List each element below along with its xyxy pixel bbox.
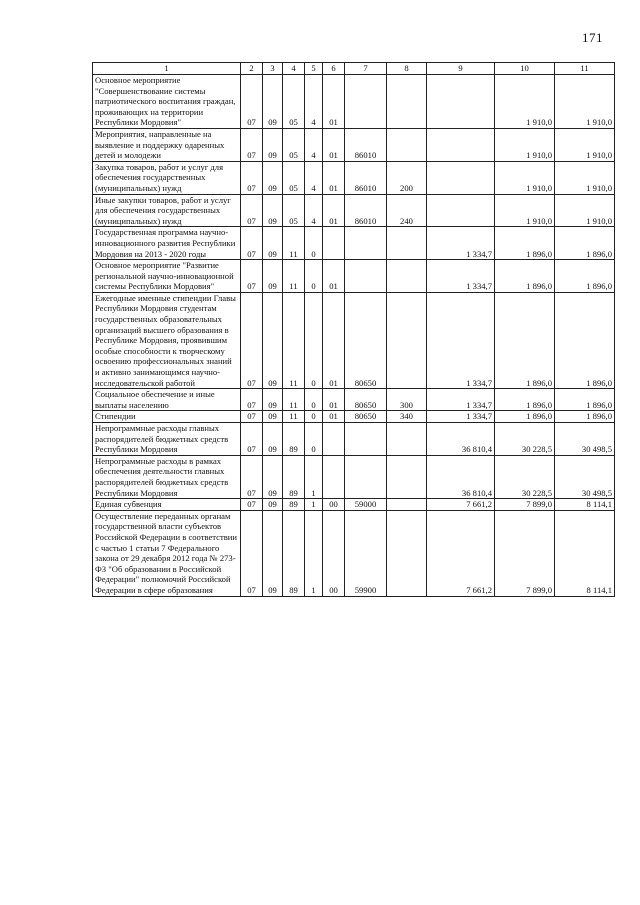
code-cell [323, 455, 345, 498]
amount-cell: 1 910,0 [555, 128, 615, 161]
code-cell: 07 [241, 194, 263, 227]
code-cell [387, 455, 427, 498]
amount-cell: 1 896,0 [555, 260, 615, 293]
amount-cell: 1 910,0 [495, 128, 555, 161]
code-cell: 09 [263, 389, 283, 411]
table-row [93, 411, 615, 423]
header-cell: 11 [555, 63, 615, 75]
code-cell: 09 [263, 194, 283, 227]
code-cell: 09 [263, 161, 283, 194]
table-row [93, 292, 615, 388]
code-cell: 00 [323, 499, 345, 511]
code-cell: 80650 [345, 389, 387, 411]
code-cell: 07 [241, 161, 263, 194]
amount-cell: 1 910,0 [555, 194, 615, 227]
code-cell: 89 [283, 510, 305, 596]
code-cell: 11 [283, 292, 305, 388]
row-name-text: Ежегодные именные стипендии Главы Республики Мордовия студентам государственных образовательных организаций высшего образования в Республике Мордовия, проявившим особые способности к творческому освоению профессиональных знаний и активно занимающимся научно-исследовательской работой [95, 292, 236, 388]
row-name-text: Иные закупки товаров, работ и услуг для обеспечения государственных (муниципальных) нужд [95, 194, 231, 226]
table-row [93, 423, 615, 456]
code-cell [387, 423, 427, 456]
row-name-text: Осуществление переданных органам государственной власти субъектов Российской Федерации в соответствии с частью 1 статьи 7 Федерального закона от 29 декабря 2012 года № 273-ФЗ "Об образовании в Российской Федерации" полномочий Российской Федерации в сфере образования [95, 510, 237, 595]
row-name [93, 194, 241, 227]
code-cell: 11 [283, 260, 305, 293]
row-name-text: Социальное обеспечение и иные выплаты населению [95, 389, 215, 410]
code-cell: 07 [241, 510, 263, 596]
code-cell: 07 [241, 389, 263, 411]
code-cell: 01 [323, 389, 345, 411]
amount-cell [427, 194, 495, 227]
code-cell: 09 [263, 455, 283, 498]
code-cell [323, 227, 345, 260]
code-cell: 07 [241, 227, 263, 260]
code-cell: 00 [323, 510, 345, 596]
amount-cell: 1 896,0 [555, 292, 615, 388]
row-name-text: Непрограммные расходы главных распорядителей бюджетных средств Республики Мордовия [95, 423, 229, 455]
header-cell: 9 [427, 63, 495, 75]
amount-cell: 30 228,5 [495, 455, 555, 498]
amount-cell: 1 910,0 [495, 194, 555, 227]
row-name [93, 455, 241, 498]
row-name [93, 161, 241, 194]
code-cell: 0 [305, 227, 323, 260]
code-cell [387, 227, 427, 260]
code-cell: 07 [241, 423, 263, 456]
table-row [93, 194, 615, 227]
table-row [93, 389, 615, 411]
code-cell: 11 [283, 411, 305, 423]
code-cell: 11 [283, 389, 305, 411]
table-row [93, 499, 615, 511]
amount-cell: 1 910,0 [555, 75, 615, 129]
code-cell: 05 [283, 128, 305, 161]
amount-cell: 1 334,7 [427, 227, 495, 260]
code-cell: 0 [305, 260, 323, 293]
code-cell [323, 423, 345, 456]
row-name-text: Основное мероприятие "Совершенствование системы патриотического воспитания граждан, проживающих на территории Республики Мордовия" [95, 75, 236, 128]
amount-cell: 36 810,4 [427, 423, 495, 456]
table-row [93, 260, 615, 293]
row-name-text: Единая субвенция [95, 499, 162, 510]
code-cell: 09 [263, 510, 283, 596]
code-cell: 09 [263, 260, 283, 293]
code-cell: 07 [241, 292, 263, 388]
header-cell: 5 [305, 63, 323, 75]
code-cell [345, 455, 387, 498]
table-row [93, 227, 615, 260]
code-cell [345, 227, 387, 260]
table-row [93, 161, 615, 194]
code-cell: 4 [305, 128, 323, 161]
code-cell [387, 75, 427, 129]
row-name [93, 389, 241, 411]
code-cell: 89 [283, 423, 305, 456]
code-cell: 01 [323, 260, 345, 293]
amount-cell: 1 896,0 [495, 227, 555, 260]
code-cell: 4 [305, 161, 323, 194]
amount-cell: 1 896,0 [555, 227, 615, 260]
amount-cell: 1 334,7 [427, 260, 495, 293]
code-cell [345, 260, 387, 293]
amount-cell: 1 334,7 [427, 292, 495, 388]
row-name [93, 499, 241, 511]
code-cell: 07 [241, 455, 263, 498]
amount-cell: 1 334,7 [427, 389, 495, 411]
amount-cell: 7 899,0 [495, 510, 555, 596]
code-cell: 4 [305, 194, 323, 227]
header-cell: 6 [323, 63, 345, 75]
code-cell: 07 [241, 499, 263, 511]
amount-cell: 1 896,0 [495, 292, 555, 388]
table-row [93, 128, 615, 161]
table-row [93, 510, 615, 596]
amount-cell: 8 114,1 [555, 499, 615, 511]
code-cell: 1 [305, 510, 323, 596]
row-name [93, 423, 241, 456]
amount-cell: 36 810,4 [427, 455, 495, 498]
header-cell: 4 [283, 63, 305, 75]
code-cell: 09 [263, 423, 283, 456]
code-cell [387, 260, 427, 293]
header-cell: 2 [241, 63, 263, 75]
code-cell [387, 499, 427, 511]
code-cell: 340 [387, 411, 427, 423]
code-cell: 0 [305, 423, 323, 456]
code-cell: 07 [241, 411, 263, 423]
amount-cell: 1 910,0 [495, 75, 555, 129]
header-cell: 10 [495, 63, 555, 75]
table-body [93, 75, 615, 597]
code-cell: 59000 [345, 499, 387, 511]
code-cell: 80650 [345, 411, 387, 423]
amount-cell: 1 896,0 [495, 389, 555, 411]
row-name-text: Государственная программа научно-инновационного развития Республики Мордовия на 2013 - 2020 годы [95, 227, 236, 259]
code-cell: 09 [263, 292, 283, 388]
amount-cell: 1 334,7 [427, 411, 495, 423]
code-cell: 07 [241, 75, 263, 129]
row-name-text: Закупка товаров, работ и услуг для обеспечения государственных (муниципальных) нужд [95, 161, 224, 193]
code-cell: 01 [323, 161, 345, 194]
amount-cell: 1 896,0 [495, 260, 555, 293]
table-row [93, 75, 615, 129]
amount-cell: 1 896,0 [495, 411, 555, 423]
code-cell: 01 [323, 128, 345, 161]
code-cell: 89 [283, 499, 305, 511]
amount-cell: 7 661,2 [427, 510, 495, 596]
code-cell: 09 [263, 499, 283, 511]
code-cell [387, 510, 427, 596]
amount-cell: 7 661,2 [427, 499, 495, 511]
code-cell: 200 [387, 161, 427, 194]
header-cell: 7 [345, 63, 387, 75]
amount-cell: 1 896,0 [555, 389, 615, 411]
code-cell: 86010 [345, 128, 387, 161]
row-name [93, 227, 241, 260]
code-cell [345, 423, 387, 456]
row-name-text: Стипендии [95, 411, 136, 422]
code-cell: 240 [387, 194, 427, 227]
row-name-text: Непрограммные расходы в рамках обеспечения деятельности главных распорядителей бюджетных средств Республики Мордовия [95, 455, 229, 498]
code-cell: 01 [323, 194, 345, 227]
row-name [93, 75, 241, 129]
code-cell: 1 [305, 455, 323, 498]
table-row [93, 455, 615, 498]
header-row [93, 63, 615, 75]
code-cell: 0 [305, 292, 323, 388]
amount-cell: 8 114,1 [555, 510, 615, 596]
amount-cell [427, 161, 495, 194]
amount-cell: 30 228,5 [495, 423, 555, 456]
budget-table [92, 62, 615, 597]
code-cell: 86010 [345, 194, 387, 227]
amount-cell: 1 896,0 [555, 411, 615, 423]
code-cell: 09 [263, 128, 283, 161]
code-cell: 89 [283, 455, 305, 498]
amount-cell: 30 498,5 [555, 423, 615, 456]
code-cell: 09 [263, 411, 283, 423]
header-cell: 3 [263, 63, 283, 75]
code-cell: 09 [263, 227, 283, 260]
code-cell: 86010 [345, 161, 387, 194]
code-cell: 59900 [345, 510, 387, 596]
code-cell: 80650 [345, 292, 387, 388]
code-cell: 09 [263, 75, 283, 129]
code-cell: 300 [387, 389, 427, 411]
row-name [93, 510, 241, 596]
code-cell: 01 [323, 411, 345, 423]
amount-cell: 7 899,0 [495, 499, 555, 511]
row-name-text: Основное мероприятие "Развитие региональной научно-инновационной системы Республики Мордовия" [95, 260, 234, 292]
code-cell: 0 [305, 411, 323, 423]
code-cell: 0 [305, 389, 323, 411]
code-cell: 07 [241, 128, 263, 161]
code-cell: 05 [283, 75, 305, 129]
code-cell: 11 [283, 227, 305, 260]
amount-cell: 1 910,0 [555, 161, 615, 194]
amount-cell: 30 498,5 [555, 455, 615, 498]
page-number: 171 [582, 30, 603, 45]
code-cell [345, 75, 387, 129]
row-name [93, 292, 241, 388]
amount-cell: 1 910,0 [495, 161, 555, 194]
amount-cell [427, 128, 495, 161]
row-name-text: Мероприятия, направленные на выявление и поддержку одаренных детей и молодежи [95, 128, 225, 161]
row-name [93, 128, 241, 161]
code-cell: 05 [283, 194, 305, 227]
row-name [93, 260, 241, 293]
row-name [93, 411, 241, 423]
code-cell [387, 128, 427, 161]
code-cell: 4 [305, 75, 323, 129]
code-cell: 07 [241, 260, 263, 293]
code-cell [387, 292, 427, 388]
code-cell: 05 [283, 161, 305, 194]
header-cell: 1 [93, 63, 241, 75]
header-cell: 8 [387, 63, 427, 75]
code-cell: 1 [305, 499, 323, 511]
code-cell: 01 [323, 292, 345, 388]
amount-cell [427, 75, 495, 129]
code-cell: 01 [323, 75, 345, 129]
